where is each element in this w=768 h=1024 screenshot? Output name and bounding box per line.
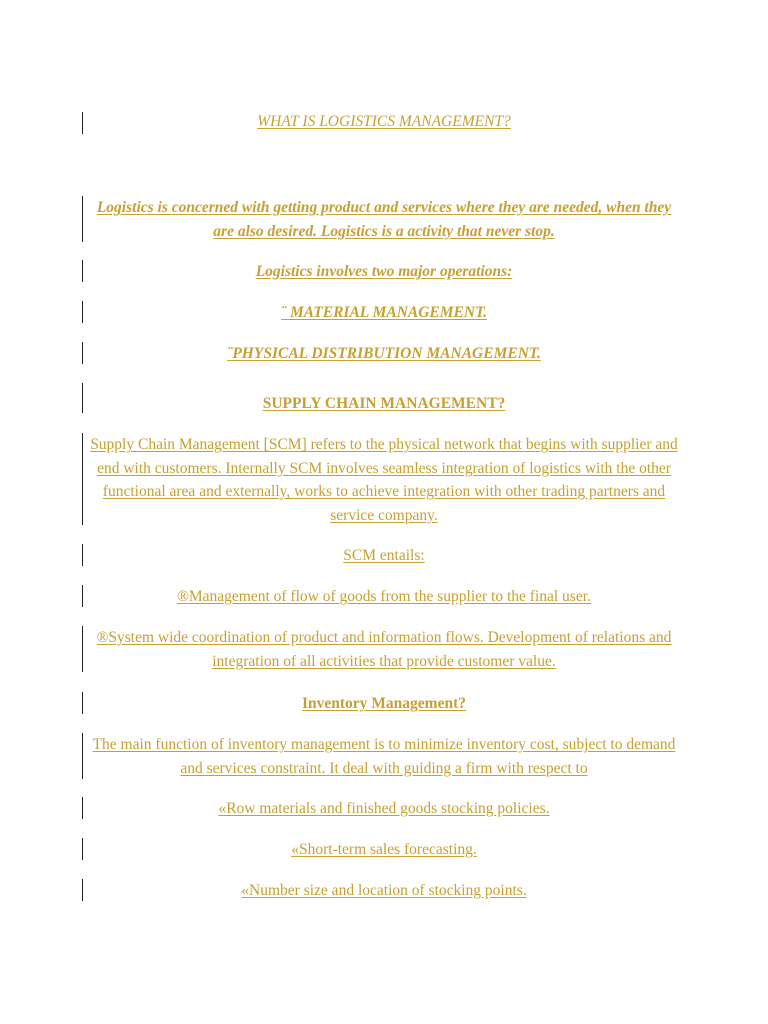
inventory-point-forecasting — [82, 838, 686, 860]
change-bar — [82, 383, 83, 413]
list-item: ®System wide coordination of product and information flows. Development of relations and integration of all activities that provide customer value. — [96, 629, 672, 670]
change-bar — [82, 797, 83, 819]
scm-entails-paragraph — [82, 544, 686, 566]
scm-entails-text: SCM entails: — [343, 547, 425, 564]
scm-definition-paragraph — [82, 433, 686, 525]
change-bar — [82, 301, 83, 323]
change-bar — [82, 585, 83, 607]
change-bar — [82, 112, 83, 134]
change-bar — [82, 733, 83, 779]
change-bar — [82, 544, 83, 566]
intro-text: Logistics is concerned with getting product and services where they are needed, when they are also desired. Logistics is a activity that never stop. — [96, 199, 672, 240]
operation-text: ¨ MATERIAL MANAGEMENT. — [280, 304, 487, 321]
operation-text: ¨PHYSICAL DISTRIBUTION MANAGEMENT. — [227, 345, 541, 362]
change-bar — [82, 196, 83, 242]
list-item: «Short-term sales forecasting. — [291, 841, 477, 858]
scm-heading-paragraph — [82, 383, 686, 413]
inventory-point-locations — [82, 879, 686, 901]
change-bar — [82, 692, 83, 714]
change-bar — [82, 838, 83, 860]
page-title: WHAT IS LOGISTICS MANAGEMENT? — [257, 113, 511, 130]
change-bar — [82, 433, 83, 525]
inventory-point-stocking — [82, 797, 686, 819]
scm-definition-text: Supply Chain Management [SCM] refers to the physical network that begins with supplier and end with customers. Internally SCM involves seamless integration of logistics with the other functional area and externally, works to achieve integration with other trading partners and service company. — [90, 436, 678, 524]
list-item: «Row materials and finished goods stocking policies. — [218, 800, 550, 817]
operations-lead-paragraph — [82, 260, 686, 282]
intro-paragraph — [82, 196, 686, 242]
operations-lead-text: Logistics involves two major operations: — [255, 263, 513, 280]
inventory-definition-paragraph — [82, 733, 686, 779]
inventory-heading-paragraph — [82, 692, 686, 714]
scm-point-flow — [82, 585, 686, 607]
scm-point-coordination — [82, 626, 686, 672]
section-heading: Inventory Management? — [301, 695, 467, 712]
change-bar — [82, 626, 83, 672]
change-bar — [82, 342, 83, 364]
heading-paragraph — [82, 112, 686, 134]
list-item: ®Management of flow of goods from the supplier to the final user. — [177, 588, 591, 605]
operation-item-material — [82, 301, 686, 323]
inventory-definition-text: The main function of inventory management is to minimize inventory cost, subject to demand and services constraint. It deal with guiding a firm with respect to — [92, 736, 676, 777]
operation-item-distribution — [82, 342, 686, 364]
change-bar — [82, 260, 83, 282]
change-bar — [82, 879, 83, 901]
list-item: «Number size and location of stocking points. — [241, 882, 527, 899]
section-heading: SUPPLY CHAIN MANAGEMENT? — [262, 395, 506, 412]
